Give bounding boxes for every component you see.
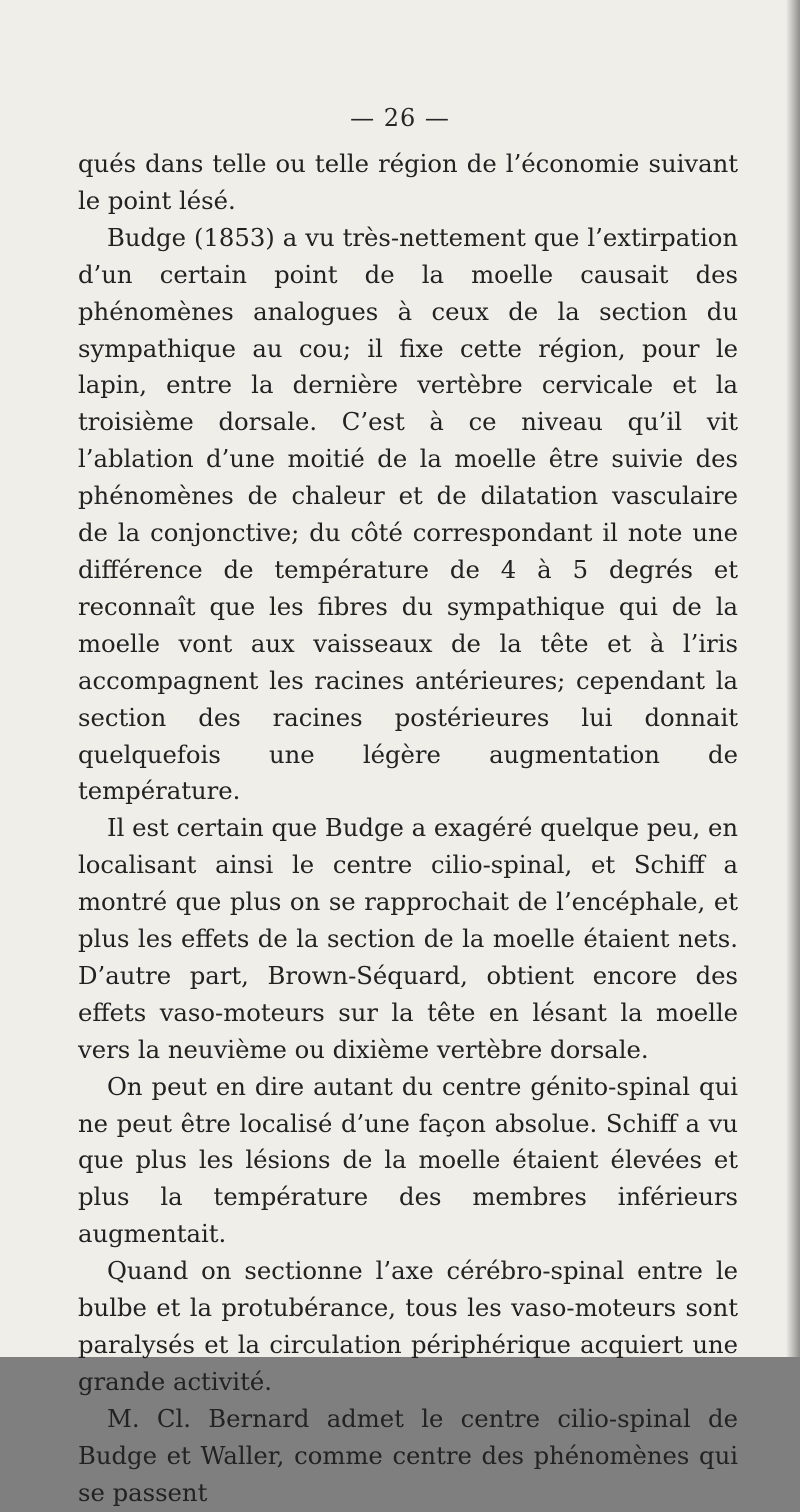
page-number: — 26 — <box>350 104 450 132</box>
paragraph-4: On peut en dire autant du centre génito-spinal qui ne peut être localisé d’une façon absolue. Schiff a vu que plus les lésions de la moelle étaient élevées et plus la température des membres inférieurs augmentait. <box>78 1071 738 1249</box>
paragraph-2: Budge (1853) a vu très-nettement que l’extirpation d’un certain point de la moelle causait des phénomènes analogues à ceux de la section du sympathique au cou; il fixe cette région, pour le lapin, entre la dernière vertèbre cervicale et la troisième dorsale. C’est à ce niveau qu’il vit l’ablation d’une moitié de la moelle être suivie des phénomènes de chaleur et de dilatation vasculaire de la conjonctive; du côté correspondant il note une différence de température de 4 à 5 degrés et reconnaît que les fibres du sympathique qui de la moelle vont aux vaisseaux de la tête et à l’iris accompagnent les racines antérieures; cependant la section des racines postérieures lui donnait quelquefois une légère augmentation de température. <box>78 222 738 806</box>
paragraph-6: M. Cl. Bernard admet le centre cilio-spinal de Budge et Waller, comme centre des phénomènes qui se passent <box>78 1403 738 1507</box>
paragraph-3: Il est certain que Budge a exagéré quelque peu, en localisant ainsi le centre cilio-spinal, et Schiff a montré que plus on se rapprochait de l’encéphale, et plus les effets de la section de la moelle étaient nets. D’autre part, Brown-Séquard, obtient encore des effets vaso-moteurs sur la tête en lésant la moelle vers la neuvième ou dixième vertèbre dorsale. <box>78 813 738 1064</box>
body-text <box>78 146 738 1512</box>
paragraph-1: qués dans telle ou telle région de l’économie suivant le point lésé. <box>78 149 738 215</box>
paragraph-5: Quand on sectionne l’axe cérébro-spinal entre le bulbe et la protubérance, tous les vaso-moteurs sont paralysés et la circulation périphérique acquiert une grande activité. <box>78 1256 738 1396</box>
